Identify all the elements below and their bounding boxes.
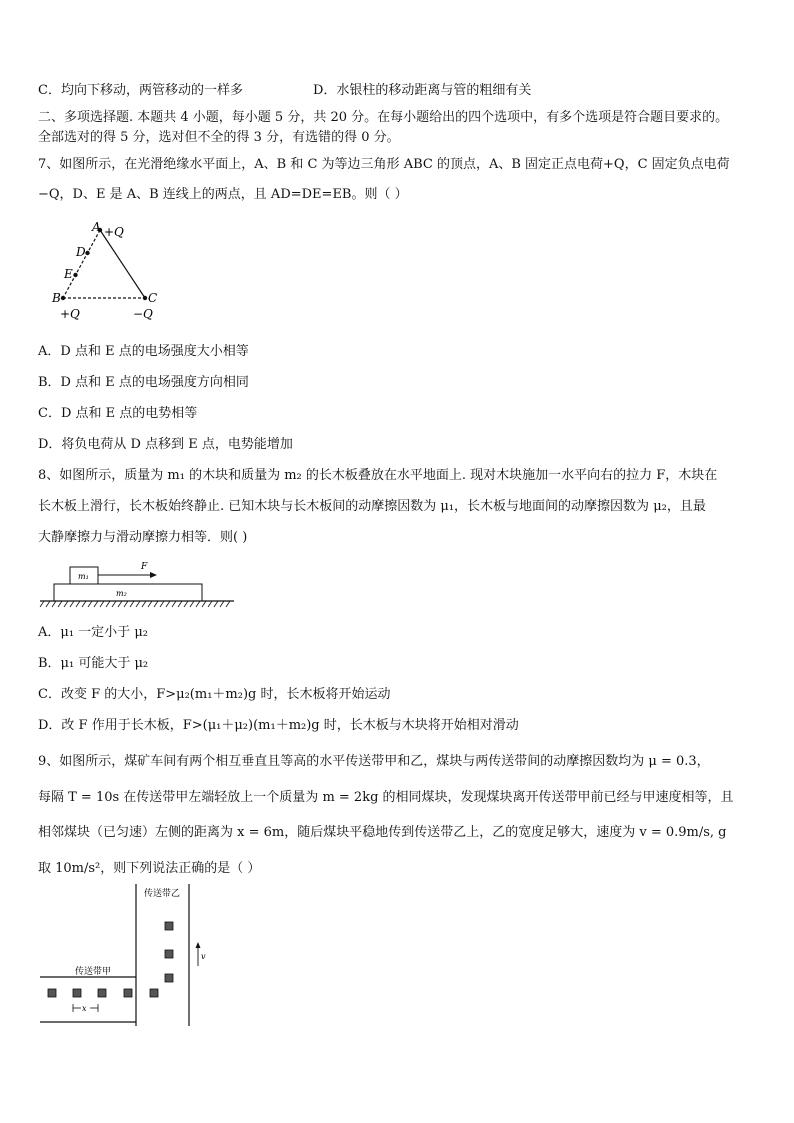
q9-coal-block (150, 989, 158, 997)
q9-label-v: v (201, 952, 206, 961)
prev-option-d: D．水银柱的移动距离与管的粗细有关 (313, 83, 532, 98)
q8-option-b: B．μ₁ 可能大于 μ₂ (38, 656, 149, 671)
q9-stem-line1: 9、如图所示，煤矿车间有两个相互垂直且等高的水平传送带甲和乙，煤块与两传送带间的动摩擦因数均为 μ = 0.3， (38, 754, 710, 769)
q7-label-c-charge: −Q (133, 307, 153, 321)
q8-stem-line3: 大静摩擦力与滑动摩擦力相等．则( ) (38, 530, 248, 545)
q8-label-f: F (141, 562, 148, 572)
q7-stem-line1: 7、如图所示，在光滑绝缘水平面上，A、B 和 C 为等边三角形 ABC 的顶点，A、B 固定正点电荷+Q，C 固定负点电荷 (38, 157, 730, 172)
q7-label-b: B (52, 291, 61, 305)
q7-stem-line2: −Q，D、E 是 A、B 连线上的两点，且 AD=DE=EB。则（ ） (38, 187, 408, 202)
q7-option-d: D．将负电荷从 D 点移到 E 点，电势能增加 (38, 437, 293, 452)
q9-label-belt-a: 传送带甲 (75, 967, 112, 977)
section2-instructions-line1: 二、多项选择题. 本题共 4 小题，每小题 5 分，共 20 分。在每小题给出的四个选项中，有多个选项是符合题目要求的。 (38, 110, 729, 125)
q7-option-a: A．D 点和 E 点的电场强度大小相等 (38, 344, 249, 359)
q7-point-d (85, 251, 89, 255)
q8-label-m2: m₂ (116, 589, 127, 598)
q9-label-x: x (82, 1004, 87, 1013)
q7-side-ac (100, 230, 145, 298)
q9-coal-block (124, 989, 132, 997)
q9-stem-line2: 每隔 T = 10s 在传送带甲左端轻放上一个质量为 m = 2kg 的相同煤块，发现煤块离开传送带甲前已经与甲速度相等，且 (38, 790, 734, 805)
prev-question-options (38, 82, 532, 100)
q9-coal-block (48, 989, 56, 997)
q9-stem-line3: 相邻煤块（已匀速）左侧的距离为 x = 6m，随后煤块平稳地传到传送带乙上，乙的宽度足够大，速度为 v = 0.9m/s, g (38, 825, 727, 840)
q9-coal-block (165, 950, 173, 958)
q7-option-c: C．D 点和 E 点的电势相等 (38, 406, 198, 421)
q7-label-a: A (92, 220, 101, 234)
q8-stem-line2: 长木板上滑行，长木板始终静止. 已知木块与长木板间的动摩擦因数为 μ₁，长木板与地面间的动摩擦因数为 μ₂，且最 (38, 499, 706, 514)
q8-option-c: C．改变 F 的大小，F>μ₂(m₁＋m₂)g 时，长木板将开始运动 (38, 687, 391, 702)
section2-instructions-line2: 全部选对的得 5 分，选对但不全的得 3 分，有选错的得 0 分。 (38, 130, 400, 145)
q8-option-d: D．改 F 作用于长木板，F>(μ₁＋μ₂)(m₁＋m₂)g 时，长木板与木块将开始相对滑动 (38, 718, 519, 733)
q9-coal-block (165, 922, 173, 930)
q9-coal-block (73, 989, 81, 997)
q9-belt-b-coal-blocks (150, 922, 173, 997)
q8-ground-hatching (40, 601, 230, 607)
q7-point-b (61, 296, 65, 300)
q7-label-e: E (64, 267, 73, 281)
q7-label-d: D (76, 245, 86, 259)
q8-label-m1: m₁ (78, 572, 89, 581)
q7-label-a-charge: +Q (104, 225, 124, 239)
q9-belt-a-coal-blocks (48, 989, 132, 997)
q7-side-ab (63, 230, 100, 298)
q9-label-belt-b: 传送带乙 (144, 889, 181, 899)
q9-stem-line4: 取 10m/s²，则下列说法正确的是（ ） (38, 861, 261, 876)
q9-conveyor-figure (38, 882, 218, 1028)
q8-option-a: A．μ₁ 一定小于 μ₂ (38, 625, 148, 640)
q7-label-b-charge: +Q (60, 307, 80, 321)
q8-block-figure (38, 560, 238, 614)
q7-option-b: B．D 点和 E 点的电场强度方向相同 (38, 375, 249, 390)
prev-option-c: C．均向下移动，两管移动的一样多 (38, 83, 243, 98)
q7-point-e (73, 273, 77, 277)
q9-coal-block (98, 989, 106, 997)
q8-stem-line1: 8、如图所示，质量为 m₁ 的木块和质量为 m₂ 的长木板叠放在水平地面上. 现对木块施加一水平向右的拉力 F，木块在 (38, 468, 718, 483)
q9-velocity-arrowhead (196, 942, 201, 948)
q9-coal-block (165, 974, 173, 982)
q8-force-arrowhead (150, 572, 157, 578)
q8-board-m2 (54, 584, 202, 601)
q7-triangle-figure (40, 218, 180, 326)
q7-point-c (143, 296, 147, 300)
q7-label-c: C (148, 291, 158, 305)
